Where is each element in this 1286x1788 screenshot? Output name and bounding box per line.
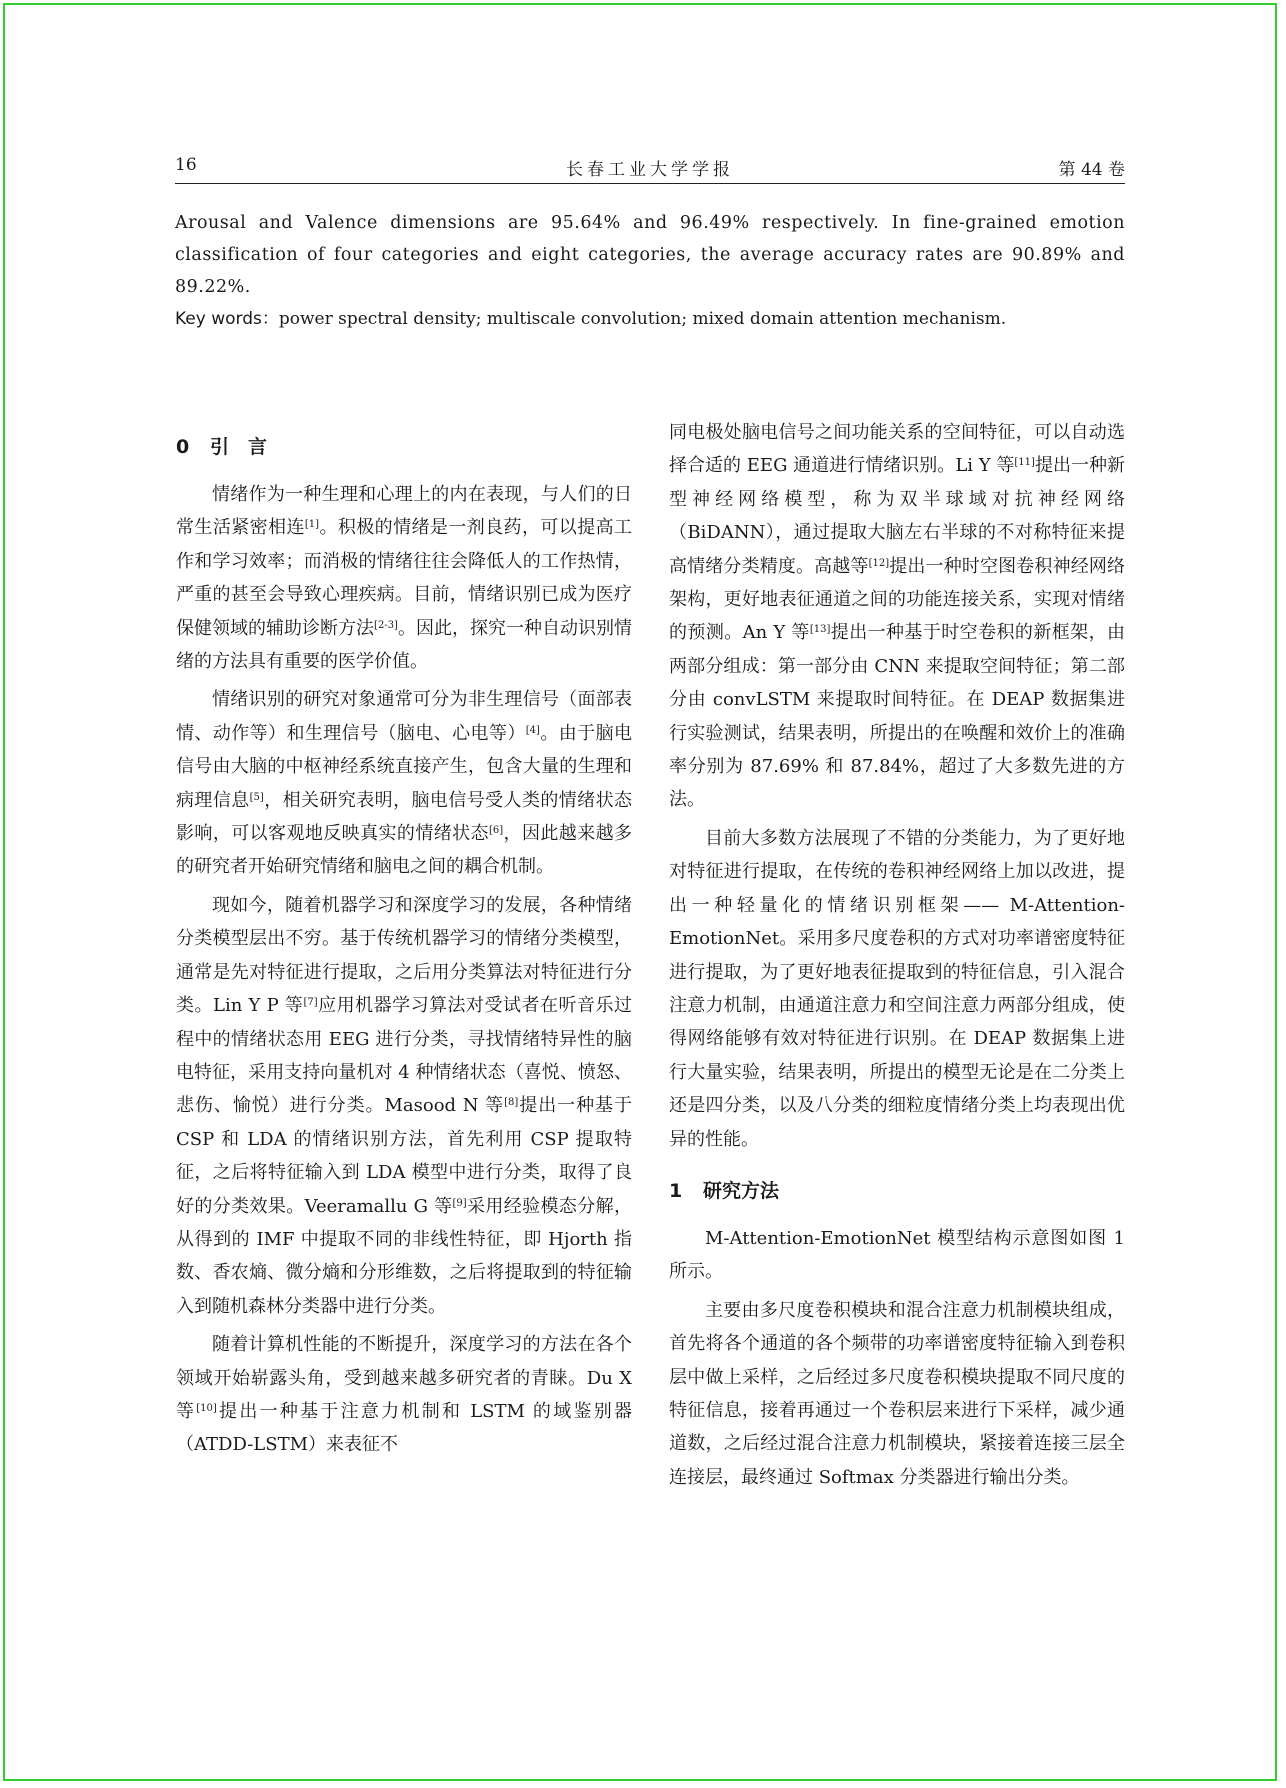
citation: [5] [249,791,264,803]
paragraph: 现如今，随着机器学习和深度学习的发展，各种情绪分类模型层出不穷。基于传统机器学习的情绪分类模型，通常是先对特征进行提取，之后用分类算法对特征进行分类。Lin Y P 等[7]应用机器学习算法对受试者在听音乐过程中的情绪状态用 EEG 进行分类，寻找情绪特异性的脑电特征，采用支持向量机对 4 种情绪状态（喜悦、愤怒、悲伤、愉悦）进行分类。Masood N 等[8]提出一种基于 CSP 和 LDA 的情绪识别方法，首先利用 CSP 提取特征，之后将特征输入到 LDA 模型中进行分类，取得了良好的分类效果。Veeramallu G 等[9]采用经验模态分解，从得到的 IMF 中提取不同的非线性特征，即 Hjorth 指数、香农熵、微分熵和分形维数，之后将提取到的特征输入到随机森林分类器中进行分类。 [176,894,633,1317]
citation: [6] [488,825,504,837]
volume-label: 第 44 卷 [1058,160,1125,180]
citation: [2-3] [374,619,398,631]
paragraph: 情绪识别的研究对象通常可分为非生理信号（面部表情、动作等）和生理信号（脑电、心电等）[4]。由于脑电信号由大脑的中枢神经系统直接产生，包含大量的生理和病理信息[5]，相关研究表明，脑电信号受人类的情绪状态影响，可以客观地反映真实的情绪状态[6]，因此越来越多的研究者开始研究情绪和脑电之间的耦合机制。 [176,689,633,878]
paragraph: 目前大多数方法展现了不错的分类能力，为了更好地对特征进行提取，在传统的卷积神经网络上加以改进，提出一种轻量化的情绪识别框架—— M-Attention-EmotionNet。采用多尺度卷积的方式对功率谱密度特征进行提取，为了更好地表征提取到的特征信息，引入混合注意力机制，由通道注意力和空间注意力两部分组成，使得网络能够有效对特征进行识别。在 DEAP 数据集上进行大量实验，结果表明，所提出的模型无论是在二分类上还是四分类，以及八分类的细粒度情绪分类上均表现出优异的性能。 [669,827,1125,1150]
paragraph: 同电极处脑电信号之间功能关系的空间特征，可以自动选择合适的 EEG 通道进行情绪识别。Li Y 等[11]提出一种新型神经网络模型，称为双半球域对抗神经网络（BiDANN），通过提取大脑左右半球的不对称特征来提高情绪分类精度。高越等[12]提出一种时空图卷积神经网络架构，更好地表征通道之间的功能连接关系，实现对情绪的预测。An Y 等[13]提出一种基于时空卷积的新框架，由两部分组成：第一部分由 CNN 来提取空间特征；第二部分由 convLSTM 来提取时间特征。在 DEAP 数据集进行实验测试，结果表明，所提出的在唤醒和效价上的准确率分别为 87.69% 和 87.84%，超过了大多数先进的方法。 [669,422,1126,811]
section-0-title: 引 言 [210,436,268,458]
keywords-label: Key words： [175,309,279,329]
paragraph: M-Attention-EmotionNet 模型结构示意图如图 1 所示。 [669,1227,1125,1283]
citation: [10] [196,1402,217,1414]
citation: [12] [868,557,890,569]
citation: [11] [1014,457,1035,469]
paragraph: 主要由多尺度卷积模块和混合注意力机制模块组成，首先将各个通道的各个频带的功率谱密度特征输入到卷积层中做上采样，之后经过多尺度卷积模块提取不同尺度的特征信息，接着再通过一个卷积层来进行下采样，减少通道数，之后经过混合注意力机制模块，紧接着连接三层全连接层，最终通过 Softmax 分类器进行输出分类。 [669,1299,1125,1488]
keywords-text: power spectral density; multiscale convolution; mixed domain attention mechanism. [278,309,1007,329]
running-header [175,155,1125,181]
abstract-tail: Arousal and Valence dimensions are 95.64% and 96.49% respectively. In fine-grained emotion classification of four categories and eight categories, the average accuracy rates are 90.89% and 89.22%. [175,213,1125,297]
left-column [176,420,632,1467]
section-0-heading [176,430,632,464]
citation: [1] [304,519,320,531]
citation: [7] [303,997,318,1009]
right-column [669,416,1125,1499]
paragraph: 情绪作为一种生理和心理上的内在表现，与人们的日常生活紧密相连[1]。积极的情绪是一剂良药，可以提高工作和学习效率；而消极的情绪往往会降低人的工作热情，严重的甚至会导致心理疾病。目前，情绪识别已成为医疗保健领域的辅助诊断方法[2-3]。因此，探究一种自动识别情绪的方法具有重要的医学价值。 [176,484,633,673]
section-1-number: 1 [669,1179,683,1202]
journal-name: 长春工业大学学报 [566,160,734,180]
header-rule [175,183,1125,184]
section-0-number: 0 [176,436,190,458]
citation: [8] [504,1097,519,1109]
section-1-title: 研究方法 [703,1179,780,1202]
citation: [13] [809,624,831,636]
citation: [4] [525,724,540,736]
section-1-heading [669,1174,1125,1208]
paragraph: 随着计算机性能的不断提升，深度学习的方法在各个领域开始崭露头角，受到越来越多研究者的青睐。Du X 等[10]提出一种基于注意力机制和 LSTM 的域鉴别器（ATDD-LSTM）来表征不 [176,1334,632,1456]
page-number: 16 [175,155,197,175]
keywords [175,303,1125,335]
citation: [9] [452,1197,467,1209]
